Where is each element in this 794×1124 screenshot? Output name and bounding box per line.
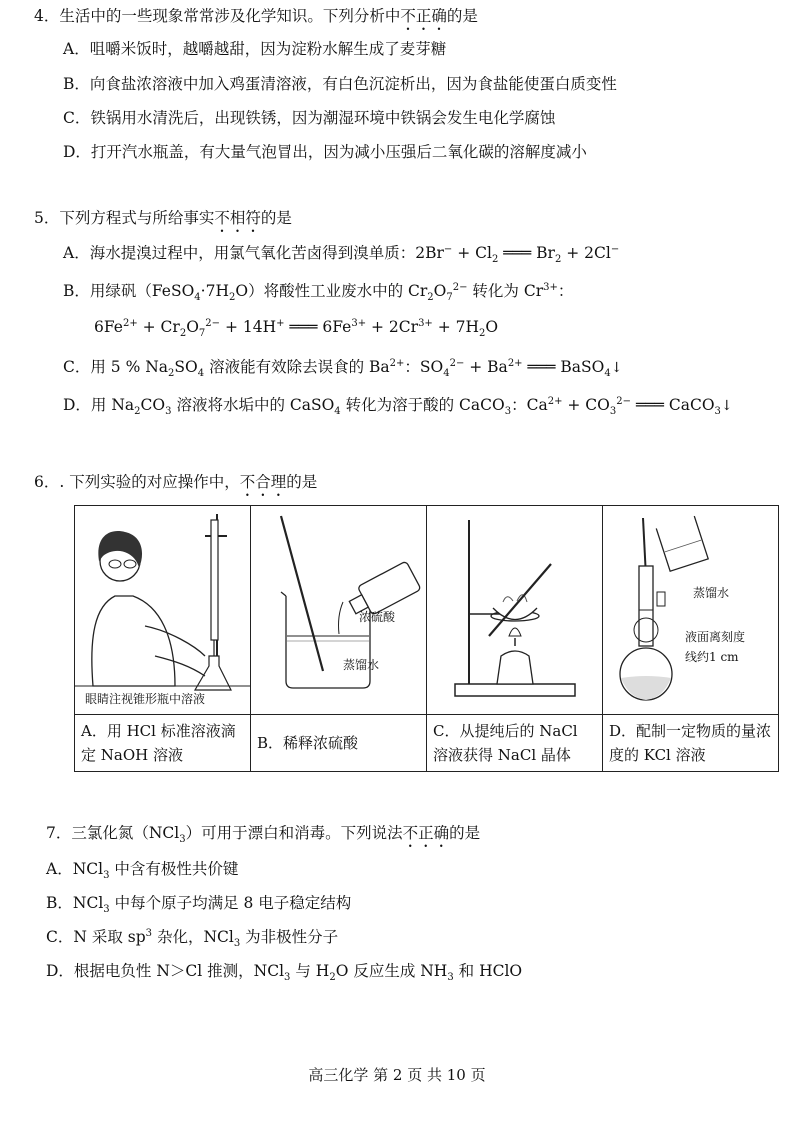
dilution-illustration bbox=[251, 506, 426, 710]
flask-label-line2: 线约1 cm bbox=[685, 650, 739, 664]
page-footer: 高三化学 第 2 页 共 10 页 bbox=[308, 1066, 486, 1084]
q4-option-d: D．打开汽水瓶盖，有大量气泡冒出，因为减小压强后二氧化碳的溶解度减小 bbox=[63, 143, 587, 161]
q4-option-b: B．向食盐浓溶液中加入鸡蛋清溶液，有白色沉淀析出，因为食盐能使蛋白质变性 bbox=[63, 75, 617, 93]
q7-option-d: D．根据电负性 N＞Cl 推测，NCl$_3$ 与 $H_2O$ 反应生成 $NH_3$ 和 HClO bbox=[46, 962, 523, 984]
experiment-table bbox=[74, 505, 779, 772]
experiment-b-image bbox=[251, 506, 427, 715]
q5-option-a: A．海水提溴过程中，用氯气氧化苦卤得到溴单质：$2Br^- + Cl_2$ ═══ $Br_2 + 2Cl^-$ bbox=[63, 243, 620, 266]
experiment-c-image bbox=[427, 506, 603, 715]
q4-option-a: A．咀嚼米饭时，越嚼越甜，因为淀粉水解生成了麦芽糖 bbox=[63, 40, 447, 58]
experiment-a-caption: A．用 HCl 标准溶液滴定 NaOH 溶液 bbox=[75, 715, 251, 772]
q5-option-b: B．用绿矾$(FeSO_4\cdot 7H_2O)$将酸性工业废水中的 $Cr_2O_7^{2-}$ 转化为 $Cr^{3+}$： bbox=[63, 281, 574, 304]
q5-option-b-equation: $6Fe^{2+} + Cr_2O_7^{2-} + 14H^+$ ═══ $6Fe^{3+} + 2Cr^{3+} + 7H_2O$ bbox=[94, 317, 499, 340]
experiment-d-caption: D．配制一定物质的量浓度的 KCl 溶液 bbox=[603, 715, 779, 772]
titration-illustration bbox=[75, 506, 250, 710]
beaker-label-acid: 浓硫酸 bbox=[359, 610, 396, 624]
q5-stem: 5．下列方程式与所给事实不相符的是 bbox=[34, 209, 292, 227]
q6-stem: 6．. 下列实验的对应操作中，不合理的是 bbox=[34, 473, 318, 491]
beaker-label-water: 蒸馏水 bbox=[343, 658, 380, 672]
q7-option-b: B．NCl$_3$ 中每个原子均满足 8 电子稳定结构 bbox=[46, 894, 352, 916]
experiment-b-caption: B．稀释浓硫酸 bbox=[251, 715, 427, 772]
experiment-c-caption: C．从提纯后的 NaCl 溶液获得 NaCl 晶体 bbox=[427, 715, 603, 772]
q7-option-c: C．N 采取 $sp^3$ 杂化，NCl$_3$ 为非极性分子 bbox=[46, 927, 339, 950]
experiment-a-image bbox=[75, 506, 251, 715]
q5-option-d: D．用 $Na_2CO_3$ 溶液将水垢中的 CaSO$_4$ 转化为溶于酸的 CaCO$_3$：$Ca^{2+} + CO_3^{2-}$ ═══ CaCO$_3$↓ bbox=[63, 395, 733, 418]
q7-option-a: A．NCl$_3$ 中含有极性共价键 bbox=[46, 860, 239, 882]
flask-label-line1: 液面离刻度 bbox=[685, 630, 746, 644]
q5-option-c: C．用 5 % $Na_2SO_4$ 溶液能有效除去误食的 $Ba^{2+}$：$SO_4^{2-} + Ba^{2+}$ ═══ BaSO$_4$↓ bbox=[63, 357, 623, 380]
q4-option-c: C．铁锅用水清洗后，出现铁锈，因为潮湿环境中铁锅会发生电化学腐蚀 bbox=[63, 109, 556, 127]
q7-stem: 7．三氯化氮（NCl$_3$）可用于漂白和消毒。下列说法不正确的是 bbox=[46, 824, 481, 846]
evaporation-illustration bbox=[427, 506, 602, 710]
volumetric-flask-illustration bbox=[603, 506, 778, 710]
experiment-d-image bbox=[603, 506, 779, 715]
flask-label-water: 蒸馏水 bbox=[693, 586, 730, 600]
titration-note: 眼睛注视锥形瓶中溶液 bbox=[85, 692, 206, 706]
q4-stem: 4．生活中的一些现象常常涉及化学知识。下列分析中不正确的是 bbox=[34, 7, 478, 25]
